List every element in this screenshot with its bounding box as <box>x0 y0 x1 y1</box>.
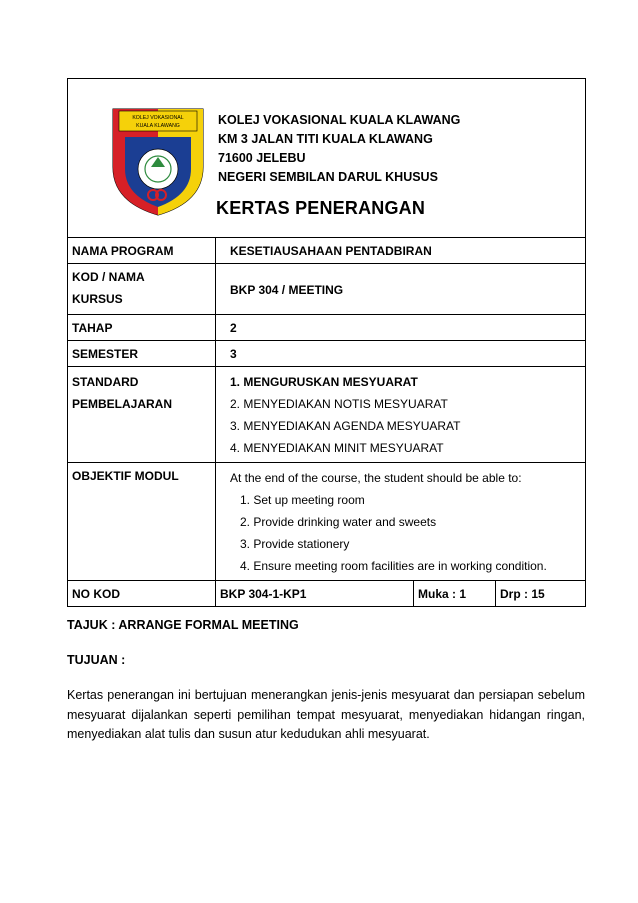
course-value <box>216 264 586 315</box>
objective-item: 1. Set up meeting room <box>240 493 365 507</box>
purpose-paragraph: Kertas penerangan ini bertujuan menerangkan jenis-jenis mesyuarat dan persiapan sebelum mesyuarat dijalankan seperti pemilihan tempat mesyuarat, menyediakan hidangan ringan, menyediakan alat tulis dan susun atur kedudukan ahli mesyuarat. <box>67 688 585 741</box>
standard-label-line: STANDARD <box>72 375 139 389</box>
topic-heading <box>67 618 585 632</box>
program-value: KESETIAUSAHAAN PENTADBIRAN <box>216 238 586 264</box>
code-label: NO KOD <box>68 581 216 607</box>
semester-label: SEMESTER <box>68 341 216 367</box>
objectives-cell <box>216 463 586 581</box>
level-label: TAHAP <box>68 315 216 341</box>
course-value-text: BKP 304 / MEETING <box>230 282 344 297</box>
course-label <box>68 264 216 315</box>
standard-label <box>68 367 216 463</box>
objective-intro: At the end of the course, the student should be able to: <box>230 471 522 485</box>
objective-item: 2. Provide drinking water and sweets <box>240 515 437 529</box>
college-address <box>218 111 460 187</box>
standard-item: 4. MENYEDIAKAN MINIT MESYUARAT <box>230 441 444 455</box>
program-label: NAMA PROGRAM <box>68 238 216 264</box>
address-line: 71600 JELEBU <box>218 151 306 165</box>
standard-item: 3. MENYEDIAKAN AGENDA MESYUARAT <box>230 419 461 433</box>
course-label-line: KURSUS <box>72 292 123 306</box>
standard-item: 1. MENGURUSKAN MESYUARAT <box>230 375 418 389</box>
document-title: KERTAS PENERANGAN <box>216 198 426 218</box>
standard-label-line: PEMBELAJARAN <box>72 397 173 411</box>
purpose-heading <box>67 653 585 667</box>
objective-label: OBJEKTIF MODUL <box>68 463 216 581</box>
topic-text: TAJUK : ARRANGE FORMAL MEETING <box>67 618 299 632</box>
letterhead <box>68 79 586 238</box>
objective-item: 3. Provide stationery <box>240 537 350 551</box>
purpose-heading-text: TUJUAN : <box>67 653 126 667</box>
standards-list <box>216 367 586 463</box>
objectives-list <box>230 489 581 577</box>
address-line: NEGERI SEMBILAN DARUL KHUSUS <box>218 170 438 184</box>
svg-text:KUALA KLAWANG: KUALA KLAWANG <box>136 123 180 129</box>
college-crest-icon <box>111 107 205 217</box>
semester-value: 3 <box>216 341 586 367</box>
svg-text:KOLEJ VOKASIONAL: KOLEJ VOKASIONAL <box>132 115 184 121</box>
page-number: Muka : 1 <box>414 581 496 607</box>
course-label-line: KOD / NAMA <box>72 270 145 284</box>
address-line: KOLEJ VOKASIONAL KUALA KLAWANG <box>218 113 461 127</box>
level-value: 2 <box>216 315 586 341</box>
objective-item: 4. Ensure meeting room facilities are in working condition. <box>240 559 547 573</box>
code-value: BKP 304-1-KP1 <box>216 581 414 607</box>
form-sheet <box>67 78 585 607</box>
standard-item: 2. MENYEDIAKAN NOTIS MESYUARAT <box>230 397 448 411</box>
info-table <box>67 78 586 607</box>
page-total: Drp : 15 <box>496 581 586 607</box>
address-line: KM 3 JALAN TITI KUALA KLAWANG <box>218 132 433 146</box>
